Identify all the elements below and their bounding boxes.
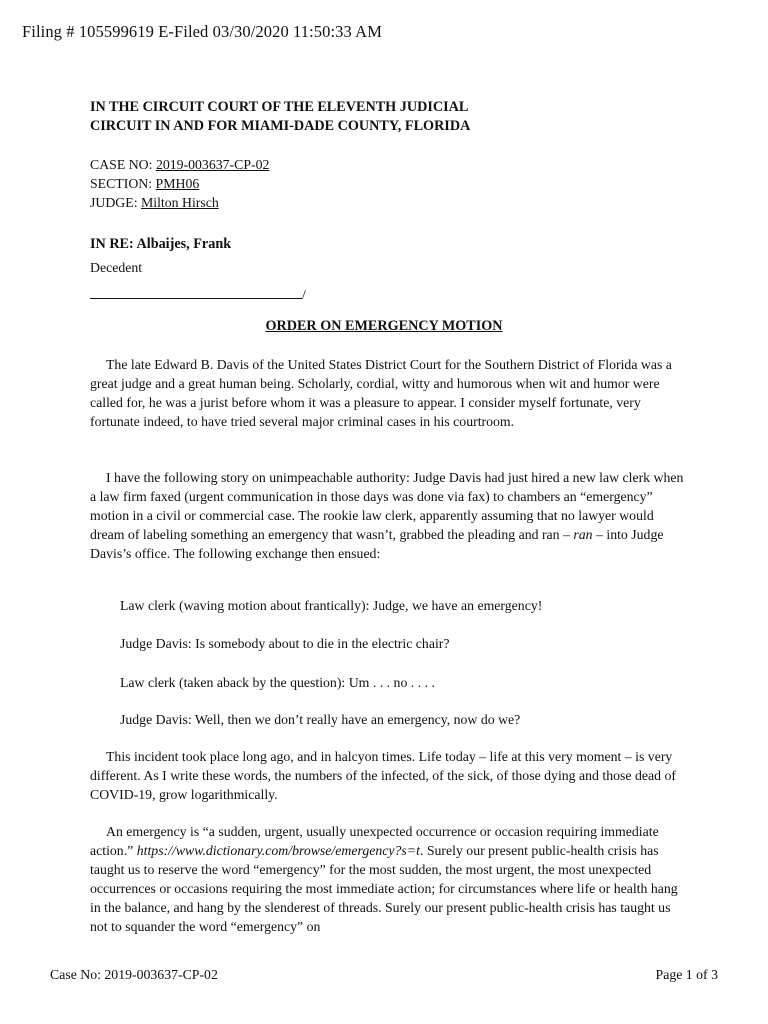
footer-page-number: Page 1 of 3 xyxy=(655,967,718,982)
decedent-label: Decedent xyxy=(90,260,143,275)
case-number-label: CASE NO: xyxy=(90,157,156,172)
dictionary-link[interactable]: https://www.dictionary.com/browse/emergency?s=t xyxy=(136,842,420,858)
dialogue-line-3: Law clerk (taken aback by the question): Um . . . no . . . . xyxy=(120,675,435,690)
order-title: ORDER ON EMERGENCY MOTION xyxy=(265,318,503,334)
paragraph-1 xyxy=(90,356,690,432)
paragraph-4-text xyxy=(90,823,690,936)
signature-rule xyxy=(90,283,302,299)
case-number: 2019-003637-CP-02 xyxy=(155,157,270,172)
paragraph-1-text: The late Edward B. Davis of the United States District Court for the Southern District of Florida was a great judge and a great human being. Scholarly, cordial, witty and humorous when wit and humor were called for, he was a jurist before whom it was a pleasure to appear. I consider myself fortunate, very fortunate indeed, to have tried several major criminal cases in his courtroom. xyxy=(90,357,672,429)
paragraph-2-part-b: – into Judge Davis’s office. The following exchange then ensued: xyxy=(90,526,664,561)
dialogue-line-1: Law clerk (waving motion about frantically): Judge, we have an emergency! xyxy=(120,598,543,613)
signature-line xyxy=(90,283,306,303)
paragraph-2-ran: ran xyxy=(573,526,593,542)
court-line-1: IN THE CIRCUIT COURT OF THE ELEVENTH JUDICIAL xyxy=(90,99,469,115)
paragraph-2-part-a: I have the following story on unimpeachable authority: Judge Davis had just hired a new law clerk when a law firm faxed (urgent communication in those days was done via fax) to chambers an “emergency” motion in a civil or commercial case. The rookie law clerk, apparently assuming that no lawyer would dream of labeling something an emergency that wasn’t, grabbed the pleading and ran – xyxy=(90,470,684,542)
court-heading xyxy=(90,98,470,136)
paragraph-2-text xyxy=(90,469,690,564)
section-value: PMH06 xyxy=(155,176,200,191)
court-line-2: CIRCUIT IN AND FOR MIAMI-DADE COUNTY, FLORIDA xyxy=(90,118,471,134)
paragraph-2 xyxy=(90,469,690,564)
dialogue-line-4: Judge Davis: Well, then we don’t really have an emergency, now do we? xyxy=(120,712,521,727)
paragraph-3-text: This incident took place long ago, and in halcyon times. Life today – life at this very moment – is very different. As I write these words, the numbers of the infected, of the sick, of those dying and those dead of COVID-19, grow logarithmically. xyxy=(90,749,676,802)
footer-case-number: Case No: 2019-003637-CP-02 xyxy=(50,967,218,982)
paragraph-4 xyxy=(90,823,690,936)
signature-slash: / xyxy=(302,287,306,302)
in-re-heading: IN RE: Albaijes, Frank xyxy=(90,236,232,252)
judge-name: Milton Hirsch xyxy=(140,195,219,210)
case-info xyxy=(90,155,269,212)
paragraph-3 xyxy=(90,748,690,805)
paragraph-4-part-b: . Surely our present public-health crisis has taught us to reserve the word “emergency” for the most sudden, the most urgent, the most unexpected occurrences or occasions requiring the most immediate action; for circumstances where life or health hang in the balance, and hang by the slenderest of threads. Surely our present public-health crisis has taught us not to squander the word “emergency” on xyxy=(90,842,678,934)
section-label: SECTION: xyxy=(90,176,156,191)
paragraph-4-part-a: An emergency is “a sudden, urgent, usually unexpected occurrence or occasion requiring immediate action.” xyxy=(90,824,659,858)
section-row xyxy=(90,174,269,193)
dialogue-line-2: Judge Davis: Is somebody about to die in the electric chair? xyxy=(120,636,450,651)
case-number-row xyxy=(90,155,269,174)
judge-label: JUDGE: xyxy=(90,195,141,210)
filing-header: Filing # 105599619 E-Filed 03/30/2020 11:50:33 AM xyxy=(22,22,382,41)
judge-row xyxy=(90,193,269,212)
